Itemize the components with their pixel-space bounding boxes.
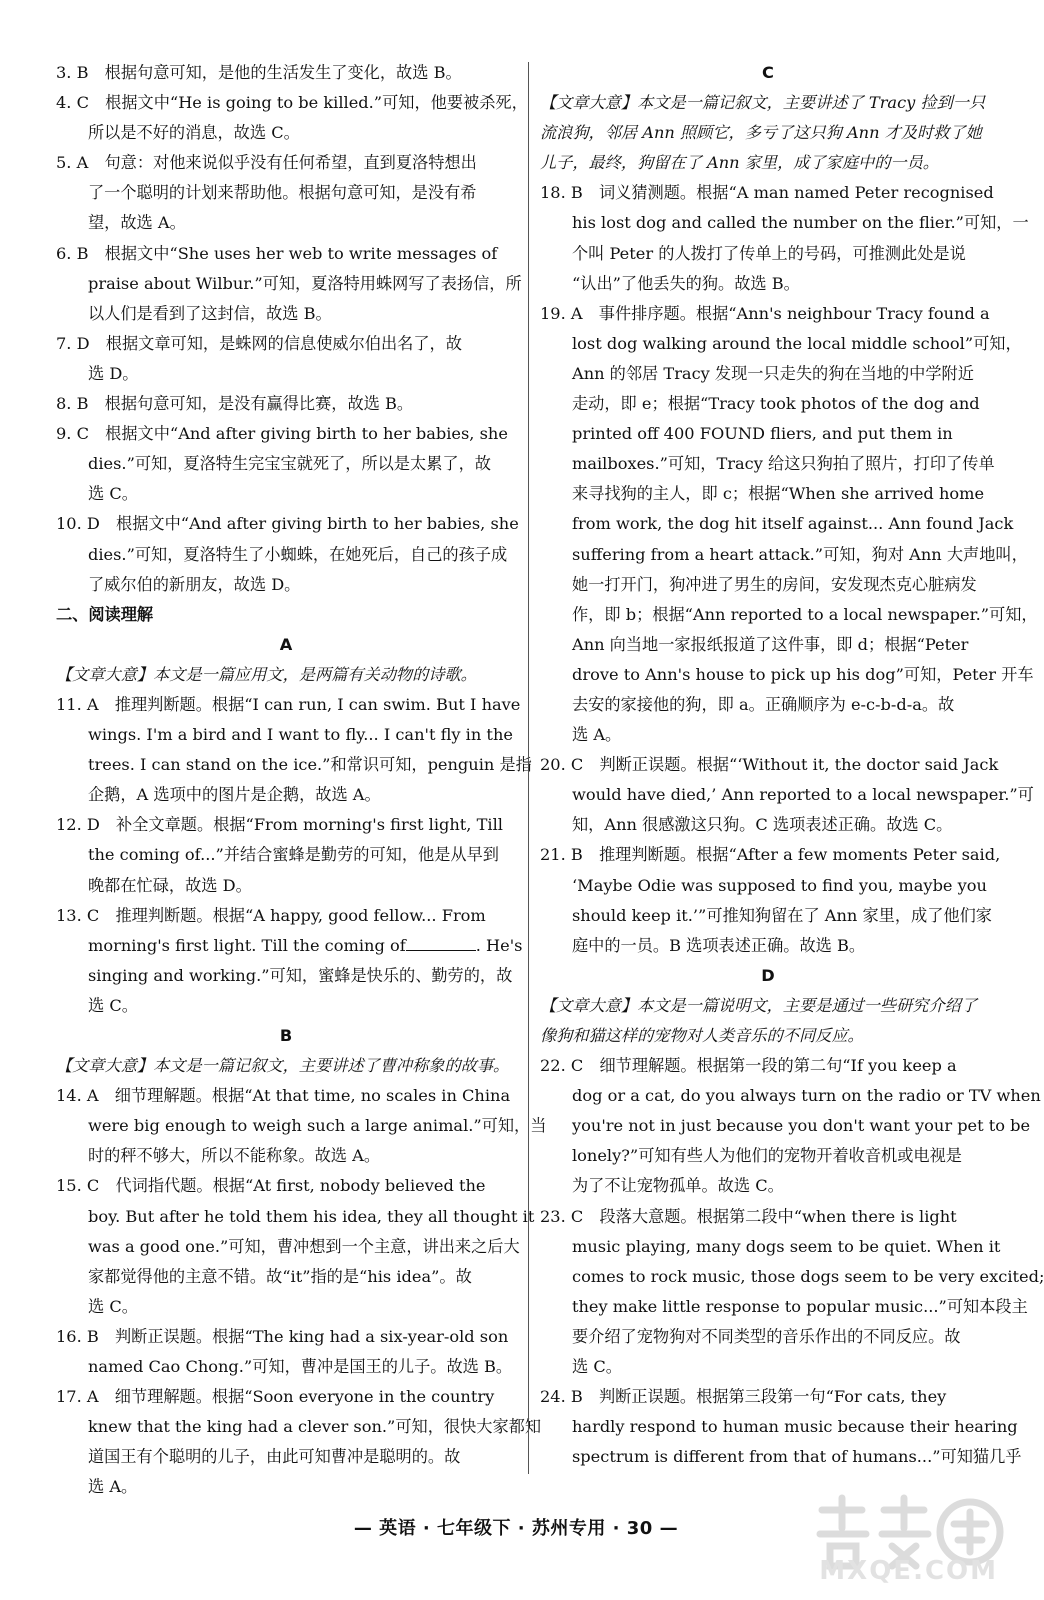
line-text: 所以是不好的消息，故选 C。 [88, 123, 300, 143]
line-text: 15. C 代词指代题。根据“At first, nobody believed the [56, 1176, 486, 1196]
line-text: dies.”可知，夏洛特生了小蜘蛛，在她死后，自己的孩子成 [88, 544, 508, 564]
answer-line [540, 600, 1038, 630]
answer-line [56, 329, 516, 359]
line-text: mailboxes.”可知，Tracy 给这只狗拍了照片，打印了传单 [572, 454, 995, 474]
answer-line [540, 1202, 996, 1232]
answer-line [540, 720, 996, 750]
line-text: 道国王有个聪明的儿子，由此可知曹冲是聪明的。故 [88, 1447, 461, 1467]
passage-summary-line [540, 991, 996, 1021]
line-text: 21. B 推理判断题。根据“After a few moments Peter said, [540, 845, 1001, 865]
line-text: printed off 400 FOUND fliers, and put them in [572, 424, 953, 444]
answer-line [56, 299, 516, 329]
answer-line [540, 1322, 996, 1352]
line-text: 知，Ann 很感激这只狗。C 选项表述正确。故选 C。 [572, 815, 953, 835]
line-text: drove to Ann's house to pick up his dog”可知，Peter 开车 [572, 664, 1034, 684]
line-text: 去安的家接他的狗，即 a。正确顺序为 e-c-b-d-a。故 [572, 694, 955, 714]
line-text: 6. B 根据文中“She uses her web to write messages of [56, 243, 498, 263]
answer-line [540, 269, 996, 299]
answer-line [540, 660, 1034, 690]
answer-line [56, 810, 516, 840]
line-text: 选 D。 [88, 363, 139, 383]
answer-line [56, 1171, 516, 1201]
line-text: 了一个聪明的计划来帮助他。根据句意可知，是没有希 [88, 183, 477, 203]
section-heading [56, 600, 516, 630]
passage-summary-line [540, 88, 996, 118]
line-text: 家都觉得他的主意不错。故“it”指的是“his idea”。故 [88, 1266, 472, 1286]
line-text: 【文章大意】本文是一篇应用文，是两篇有关动物的诗歌。 [56, 664, 477, 684]
line-text: wings. I'm a bird and I want to fly... I can't fly in the [88, 725, 513, 745]
line-text: 望，故选 A。 [88, 213, 186, 233]
line-text: spectrum is different from that of humans...”可知猫几乎 [572, 1447, 1022, 1467]
answer-line [540, 630, 996, 660]
left-column [56, 58, 547, 1503]
answer-line [56, 1382, 516, 1412]
line-text: 走动，即 e；根据“Tracy took photos of the dog and [572, 394, 980, 414]
line-text: 要介绍了宠物狗对不同类型的音乐作出的不同反应。故 [572, 1326, 961, 1346]
passage-summary-line [56, 660, 516, 690]
line-text: comes to rock music, those dogs seem to be very excited; [572, 1266, 1044, 1286]
line-text: Ann 向当地一家报纸报道了这件事，即 d；根据“Peter [572, 634, 969, 654]
answer-line [540, 871, 996, 901]
answer-line [56, 750, 532, 780]
line-text: ‘Maybe Odie was supposed to find you, maybe you [572, 875, 987, 895]
passage-heading [56, 630, 516, 660]
passage-summary-line [540, 148, 996, 178]
line-text: 3. B 根据句意可知，是他的生活发生了变化，故选 B。 [56, 63, 462, 82]
line-text: 19. A 事件排序题。根据“Ann's neighbour Tracy found a [540, 303, 990, 323]
answer-line [540, 299, 996, 329]
answer-line [56, 931, 523, 961]
answer-line [56, 690, 521, 720]
line-text: 8. B 根据句意可知，是没有赢得比赛，故选 B。 [56, 394, 414, 414]
answer-line [540, 750, 999, 780]
line-text: 4. C 根据文中“He is going to be killed.”可知，他要被杀死， [56, 93, 528, 113]
answer-line [540, 1352, 996, 1382]
line-text: B [279, 1026, 293, 1045]
answer-line [56, 509, 519, 539]
answer-line [56, 991, 516, 1021]
answer-line [540, 931, 996, 961]
line-text: dies.”可知，夏洛特生完宝宝就死了，所以是太累了，故 [88, 454, 491, 474]
line-text: 18. B 词义猜测题。根据“A man named Peter recognised [540, 183, 994, 203]
line-text: dog or a cat, do you always turn on the radio or TV when [572, 1086, 1041, 1106]
line-text: his lost dog and called the number on the flier.”可知，一 [572, 213, 1029, 233]
passage-summary-line [540, 118, 996, 148]
line-text: 选 C。 [88, 484, 138, 504]
answer-line [540, 1141, 996, 1171]
answer-line [540, 1051, 996, 1081]
answer-line [56, 1412, 542, 1442]
answer-line [540, 449, 996, 479]
answer-line [540, 329, 1022, 359]
line-text: boy. But after he told them his idea, they all thought it [88, 1206, 535, 1226]
column-divider [528, 62, 529, 1474]
answer-line [540, 901, 996, 931]
answer-line [540, 1111, 1031, 1141]
right-column [540, 58, 1044, 1472]
line-text: morning's first light. Till the coming of [88, 935, 406, 955]
answer-line [56, 178, 516, 208]
line-text: 16. B 判断正误题。根据“The king had a six-year-old son [56, 1326, 509, 1346]
line-text: 9. C 根据文中“And after giving birth to her babies, she [56, 424, 508, 444]
line-text: 10. D 根据文中“And after giving birth to her babies, she [56, 514, 519, 534]
line-text: 选 A。 [88, 1477, 138, 1497]
line-text: lonely?”可知有些人为他们的宠物开着收音机或电视是 [572, 1146, 962, 1166]
answer-line [56, 1292, 516, 1322]
line-text: 以人们是看到了这封信，故选 B。 [88, 303, 332, 323]
line-text: 24. B 判断正误题。根据第三段第一句“For cats, they [540, 1387, 947, 1407]
answer-line [540, 509, 1014, 539]
line-text: 选 C。 [88, 1296, 138, 1316]
line-text: D [761, 965, 775, 985]
answer-line [56, 1262, 516, 1292]
answer-line [56, 840, 516, 870]
line-text: 【文章大意】本文是一篇记叙文，主要讲述了曹冲称象的故事。 [56, 1056, 510, 1076]
line-text: singing and working.”可知，蜜蜂是快乐的、勤劳的，故 [88, 965, 513, 985]
watermark-text: MXQE.COM [819, 1556, 998, 1586]
line-text: 选 C。 [572, 1357, 622, 1377]
answer-line [540, 570, 996, 600]
line-text: 晚都在忙碌，故选 D。 [88, 875, 252, 895]
answer-line [56, 720, 516, 750]
line-text: 11. A 推理判断题。根据“I can run, I can swim. But I have [56, 694, 521, 714]
answer-line [56, 901, 516, 931]
answer-line [56, 118, 516, 148]
line-text: 为了不让宠物孤单。故选 C。 [572, 1176, 784, 1196]
line-text: 作，即 b；根据“Ann reported to a local newspaper.”可知， [572, 604, 1038, 624]
answer-line [540, 840, 1001, 870]
answer-line [540, 419, 996, 449]
answer-line [56, 148, 516, 178]
answer-line [540, 690, 996, 720]
line-text: 像狗和猫这样的宠物对人类音乐的不同反应。 [540, 1026, 864, 1045]
page-footer: — 英语 · 七年级下 · 苏州专用 · 30 — [353, 1518, 679, 1539]
line-text: C [762, 63, 774, 82]
line-text: would have died,’ Ann reported to a local newspaper.”可 [572, 785, 1034, 805]
answer-line [540, 540, 1028, 570]
answer-line [540, 178, 996, 208]
answer-line [540, 810, 996, 840]
answer-line [56, 1202, 535, 1232]
answer-line [56, 1442, 516, 1472]
answer-line [540, 1292, 1028, 1322]
answer-line [56, 780, 516, 810]
answer-line [540, 359, 996, 389]
answer-line [540, 389, 996, 419]
line-text: 个叫 Peter 的人拨打了传单上的号码，可推测此处是说 [572, 243, 966, 263]
answer-line [56, 239, 516, 269]
answer-line [540, 1262, 1044, 1292]
line-text: 企鹅，A 选项中的图片是企鹅，故选 A。 [88, 785, 381, 805]
line-text: “认出”了他丢失的狗。故选 B。 [572, 273, 800, 293]
answer-line [56, 88, 528, 118]
line-text: 17. A 细节理解题。根据“Soon everyone in the country [56, 1387, 495, 1407]
line-text: from work, the dog hit itself against... Ann found Jack [572, 514, 1014, 534]
line-text: you're not in just because you don't want your pet to be [572, 1116, 1031, 1136]
line-text: 7. D 根据文章可知，是蛛网的信息使威尔伯出名了，故 [56, 333, 462, 353]
line-text: 13. C 推理判断题。根据“A happy, good fellow... From [56, 905, 486, 925]
line-text: 选 A。 [572, 725, 622, 745]
answer-line [56, 269, 522, 299]
line-text: 时的秤不够大，所以不能称象。故选 A。 [88, 1146, 381, 1166]
answer-line [56, 389, 516, 419]
answer-line [56, 1352, 516, 1382]
line-text: 20. C 判断正误题。根据“‘Without it, the doctor said Jack [540, 755, 999, 775]
line-text: 庭中的一员。B 选项表述正确。故选 B。 [572, 935, 866, 955]
line-text: 【文章大意】本文是一篇记叙文，主要讲述了 Tracy 捡到一只 [540, 93, 986, 113]
answer-line [540, 1232, 1001, 1262]
line-text: knew that the king had a clever son.”可知，很快大家都知 [88, 1417, 542, 1437]
line-text: were big enough to weigh such a large animal.”可知，当 [88, 1116, 547, 1136]
line-text: 选 C。 [88, 995, 138, 1015]
answer-line [540, 780, 1034, 810]
answer-line [540, 1081, 1041, 1111]
answer-line [540, 1412, 1018, 1442]
line-text: 了威尔伯的新朋友，故选 D。 [88, 574, 301, 594]
answer-line [540, 1171, 996, 1201]
passage-summary-line [540, 1021, 996, 1051]
line-text: 来寻找狗的主人，即 c；根据“When she arrived home [572, 484, 985, 504]
line-text: 流浪狗，邻居 Ann 照顾它，多亏了这只狗 Ann 才及时救了她 [540, 123, 982, 143]
answer-line [56, 479, 516, 509]
answer-line [540, 239, 996, 269]
answer-line [540, 208, 1029, 238]
line-text: praise about Wilbur.”可知，夏洛特用蛛网写了表扬信，所 [88, 273, 522, 293]
answer-line [540, 479, 996, 509]
line-text: 22. C 细节理解题。根据第一段的第二句“If you keep a [540, 1056, 957, 1076]
passage-heading [540, 961, 996, 991]
answer-line [56, 1111, 547, 1141]
line-text: they make little response to popular music...”可知本段主 [572, 1296, 1028, 1316]
line-text: 二、阅读理解 [56, 604, 154, 624]
line-text: 14. A 细节理解题。根据“At that time, no scales in China [56, 1086, 511, 1106]
answer-line [56, 359, 516, 389]
answer-line [56, 961, 516, 991]
line-text: was a good one.”可知，曹冲想到一个主意，讲出来之后大 [88, 1236, 520, 1256]
fill-in-blank [406, 936, 476, 951]
line-text: 5. A 句意：对他来说似乎没有任何希望，直到夏洛特想出 [56, 153, 477, 173]
line-text: lost dog walking around the local middle school”可知， [572, 333, 1022, 353]
line-text: Ann 的邻居 Tracy 发现一只走失的狗在当地的中学附近 [572, 363, 974, 383]
answer-line [56, 1472, 516, 1502]
answer-line [540, 1382, 996, 1412]
line-text: music playing, many dogs seem to be quiet. When it [572, 1236, 1001, 1256]
passage-heading [540, 58, 996, 88]
answer-line [56, 1232, 520, 1262]
line-text: 儿子，最终，狗留在了 Ann 家里，成了家庭中的一员。 [540, 153, 939, 173]
line-text: A [279, 634, 293, 654]
answer-line [56, 540, 516, 570]
answer-line [56, 1081, 516, 1111]
line-text: the coming of...”并结合蜜蜂是勤劳的可知，他是从早到 [88, 845, 499, 865]
line-text: named Cao Chong.”可知，曹冲是国王的儿子。故选 B。 [88, 1357, 513, 1377]
line-text: suffering from a heart attack.”可知，狗对 Ann 大声地叫， [572, 544, 1028, 564]
line-text: should keep it.’”可推知狗留在了 Ann 家里，成了他们家 [572, 905, 992, 925]
line-text-after-blank: . He's [475, 935, 523, 955]
line-text: 她一打开门，狗冲进了男生的房间，安发现杰克心脏病发 [572, 574, 977, 594]
answer-line [56, 871, 516, 901]
line-text: trees. I can stand on the ice.”和常识可知，penguin 是指 [88, 755, 532, 775]
line-text: 【文章大意】本文是一篇说明文，主要是通过一些研究介绍了 [540, 995, 978, 1015]
answer-line [56, 449, 516, 479]
answer-line [56, 570, 516, 600]
answer-line [56, 419, 516, 449]
answer-line [56, 1322, 516, 1352]
line-text: hardly respond to human music because their hearing [572, 1417, 1018, 1437]
line-text: 23. C 段落大意题。根据第二段中“when there is light [540, 1206, 957, 1226]
passage-summary-line [56, 1051, 516, 1081]
answer-line [56, 1141, 516, 1171]
passage-heading [56, 1021, 516, 1051]
answer-line [56, 208, 516, 238]
answer-line [56, 58, 516, 88]
line-text: 12. D 补全文章题。根据“From morning's first light, Till [56, 815, 503, 835]
answer-line [540, 1442, 1022, 1472]
